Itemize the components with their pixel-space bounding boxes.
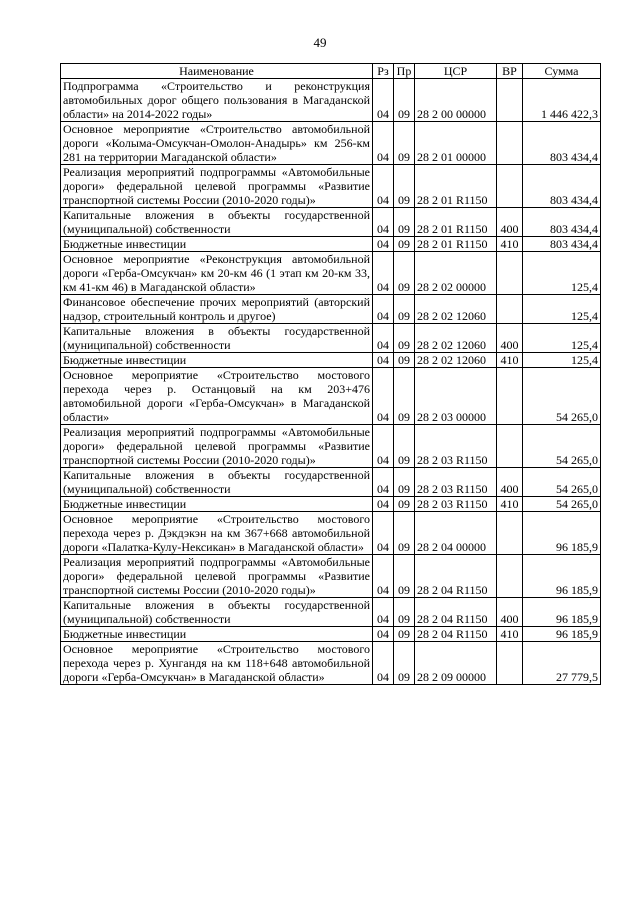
table-row bbox=[61, 468, 601, 497]
table-row bbox=[61, 497, 601, 512]
budget-table-body bbox=[61, 79, 601, 685]
table-row bbox=[61, 353, 601, 368]
row-sum: 803 434,4 bbox=[523, 165, 601, 208]
row-rz: 04 bbox=[373, 425, 394, 468]
row-name: Реализация мероприятий подпрограммы «Автомобильные дороги» федеральной целевой программы «Развитие транспортной системы России (2010-2020 годы)» bbox=[61, 425, 373, 468]
row-sum: 54 265,0 bbox=[523, 368, 601, 425]
row-pr: 09 bbox=[394, 252, 415, 295]
row-sum: 125,4 bbox=[523, 324, 601, 353]
row-pr: 09 bbox=[394, 237, 415, 252]
row-pr: 09 bbox=[394, 353, 415, 368]
row-pr: 09 bbox=[394, 368, 415, 425]
row-sum: 27 779,5 bbox=[523, 642, 601, 685]
row-rz: 04 bbox=[373, 468, 394, 497]
table-row bbox=[61, 122, 601, 165]
row-name: Бюджетные инвестиции bbox=[61, 627, 373, 642]
table-row bbox=[61, 295, 601, 324]
row-rz: 04 bbox=[373, 295, 394, 324]
row-name: Подпрограмма «Строительство и реконструкция автомобильных дорог общего пользования в Магаданской области» на 2014-2022 годы» bbox=[61, 79, 373, 122]
row-vr: 400 bbox=[497, 468, 523, 497]
row-sum: 803 434,4 bbox=[523, 237, 601, 252]
table-row bbox=[61, 512, 601, 555]
row-csr: 28 2 09 00000 bbox=[415, 642, 497, 685]
budget-table bbox=[60, 63, 601, 685]
row-pr: 09 bbox=[394, 208, 415, 237]
row-csr: 28 2 04 R1150 bbox=[415, 627, 497, 642]
row-sum: 125,4 bbox=[523, 295, 601, 324]
row-csr: 28 2 04 R1150 bbox=[415, 555, 497, 598]
row-pr: 09 bbox=[394, 497, 415, 512]
row-name: Бюджетные инвестиции bbox=[61, 353, 373, 368]
page-number: 49 bbox=[313, 35, 327, 50]
row-rz: 04 bbox=[373, 512, 394, 555]
row-vr bbox=[497, 512, 523, 555]
row-sum: 54 265,0 bbox=[523, 425, 601, 468]
table-header-row bbox=[61, 64, 601, 79]
row-csr: 28 2 01 R1150 bbox=[415, 237, 497, 252]
row-name: Основное мероприятие «Реконструкция автомобильной дороги «Герба-Омсукчан» км 20-км 46 (1 этап км 20-км 33, км 41-км 46) в Магаданской области» bbox=[61, 252, 373, 295]
row-name: Капитальные вложения в объекты государственной (муниципальной) собственности bbox=[61, 208, 373, 237]
table-row bbox=[61, 79, 601, 122]
row-vr: 410 bbox=[497, 497, 523, 512]
row-csr: 28 2 01 00000 bbox=[415, 122, 497, 165]
row-rz: 04 bbox=[373, 598, 394, 627]
row-sum: 96 185,9 bbox=[523, 512, 601, 555]
row-rz: 04 bbox=[373, 79, 394, 122]
table-row bbox=[61, 627, 601, 642]
row-vr bbox=[497, 165, 523, 208]
row-rz: 04 bbox=[373, 208, 394, 237]
column-header-sum: Сумма bbox=[523, 64, 601, 79]
row-pr: 09 bbox=[394, 425, 415, 468]
row-vr bbox=[497, 295, 523, 324]
row-rz: 04 bbox=[373, 642, 394, 685]
row-pr: 09 bbox=[394, 79, 415, 122]
row-rz: 04 bbox=[373, 353, 394, 368]
table-row bbox=[61, 598, 601, 627]
row-vr bbox=[497, 642, 523, 685]
row-vr: 400 bbox=[497, 324, 523, 353]
row-sum: 96 185,9 bbox=[523, 627, 601, 642]
row-pr: 09 bbox=[394, 642, 415, 685]
column-header-csr: ЦСР bbox=[415, 64, 497, 79]
row-csr: 28 2 03 00000 bbox=[415, 368, 497, 425]
row-rz: 04 bbox=[373, 497, 394, 512]
row-rz: 04 bbox=[373, 555, 394, 598]
table-row bbox=[61, 324, 601, 353]
row-pr: 09 bbox=[394, 295, 415, 324]
row-csr: 28 2 04 00000 bbox=[415, 512, 497, 555]
row-vr: 410 bbox=[497, 627, 523, 642]
row-name: Капитальные вложения в объекты государственной (муниципальной) собственности bbox=[61, 468, 373, 497]
row-name: Реализация мероприятий подпрограммы «Автомобильные дороги» федеральной целевой программы «Развитие транспортной системы России (2010-2020 годы)» bbox=[61, 555, 373, 598]
row-name: Капитальные вложения в объекты государственной (муниципальной) собственности bbox=[61, 598, 373, 627]
row-vr bbox=[497, 122, 523, 165]
table-row bbox=[61, 642, 601, 685]
row-vr: 410 bbox=[497, 237, 523, 252]
row-sum: 96 185,9 bbox=[523, 598, 601, 627]
table-row bbox=[61, 208, 601, 237]
row-rz: 04 bbox=[373, 324, 394, 353]
row-sum: 803 434,4 bbox=[523, 122, 601, 165]
row-name: Бюджетные инвестиции bbox=[61, 497, 373, 512]
table-row bbox=[61, 165, 601, 208]
row-vr: 400 bbox=[497, 208, 523, 237]
row-csr: 28 2 01 R1150 bbox=[415, 208, 497, 237]
row-pr: 09 bbox=[394, 468, 415, 497]
row-pr: 09 bbox=[394, 598, 415, 627]
row-csr: 28 2 03 R1150 bbox=[415, 425, 497, 468]
row-name: Основное мероприятие «Строительство мостового перехода через р. Дэкдэкэн на км 367+668 автомобильной дороги «Палатка-Кулу-Нексикан» в Магаданской области» bbox=[61, 512, 373, 555]
row-sum: 1 446 422,3 bbox=[523, 79, 601, 122]
column-header-name: Наименование bbox=[61, 64, 373, 79]
row-sum: 803 434,4 bbox=[523, 208, 601, 237]
row-rz: 04 bbox=[373, 252, 394, 295]
row-vr: 400 bbox=[497, 598, 523, 627]
row-rz: 04 bbox=[373, 627, 394, 642]
row-name: Реализация мероприятий подпрограммы «Автомобильные дороги» федеральной целевой программы «Развитие транспортной системы России (2010-2020 годы)» bbox=[61, 165, 373, 208]
row-name: Капитальные вложения в объекты государственной (муниципальной) собственности bbox=[61, 324, 373, 353]
row-csr: 28 2 02 12060 bbox=[415, 353, 497, 368]
row-csr: 28 2 01 R1150 bbox=[415, 165, 497, 208]
row-rz: 04 bbox=[373, 237, 394, 252]
row-pr: 09 bbox=[394, 165, 415, 208]
row-csr: 28 2 02 12060 bbox=[415, 324, 497, 353]
row-vr bbox=[497, 555, 523, 598]
row-sum: 96 185,9 bbox=[523, 555, 601, 598]
row-rz: 04 bbox=[373, 165, 394, 208]
row-sum: 125,4 bbox=[523, 252, 601, 295]
row-csr: 28 2 04 R1150 bbox=[415, 598, 497, 627]
column-header-pr: Пр bbox=[394, 64, 415, 79]
table-row bbox=[61, 425, 601, 468]
row-vr bbox=[497, 425, 523, 468]
column-header-rz: Рз bbox=[373, 64, 394, 79]
row-pr: 09 bbox=[394, 324, 415, 353]
row-csr: 28 2 00 00000 bbox=[415, 79, 497, 122]
table-row bbox=[61, 368, 601, 425]
row-csr: 28 2 02 12060 bbox=[415, 295, 497, 324]
row-name: Основное мероприятие «Строительство мостового перехода через р. Хунгандя на км 118+648 автомобильной дороги «Герба-Омсукчан» в Магаданской области» bbox=[61, 642, 373, 685]
row-name: Основное мероприятие «Строительство мостового перехода через р. Останцовый на км 203+476 автомобильной дороги «Герба-Омсукчан» в Магаданской области» bbox=[61, 368, 373, 425]
row-pr: 09 bbox=[394, 627, 415, 642]
row-vr bbox=[497, 252, 523, 295]
table-row bbox=[61, 237, 601, 252]
row-pr: 09 bbox=[394, 122, 415, 165]
row-vr bbox=[497, 79, 523, 122]
row-name: Финансовое обеспечение прочих мероприятий (авторский надзор, строительный контроль и другое) bbox=[61, 295, 373, 324]
row-sum: 125,4 bbox=[523, 353, 601, 368]
row-sum: 54 265,0 bbox=[523, 497, 601, 512]
row-pr: 09 bbox=[394, 555, 415, 598]
row-vr bbox=[497, 368, 523, 425]
row-name: Бюджетные инвестиции bbox=[61, 237, 373, 252]
row-csr: 28 2 03 R1150 bbox=[415, 497, 497, 512]
row-rz: 04 bbox=[373, 368, 394, 425]
row-name: Основное мероприятие «Строительство автомобильной дороги «Колыма-Омсукчан-Омолон-Анадырь» км 256-км 281 на территории Магаданской области» bbox=[61, 122, 373, 165]
row-sum: 54 265,0 bbox=[523, 468, 601, 497]
column-header-vr: ВР bbox=[497, 64, 523, 79]
row-csr: 28 2 03 R1150 bbox=[415, 468, 497, 497]
row-pr: 09 bbox=[394, 512, 415, 555]
row-rz: 04 bbox=[373, 122, 394, 165]
table-row bbox=[61, 252, 601, 295]
row-vr: 410 bbox=[497, 353, 523, 368]
table-row bbox=[61, 555, 601, 598]
row-csr: 28 2 02 00000 bbox=[415, 252, 497, 295]
